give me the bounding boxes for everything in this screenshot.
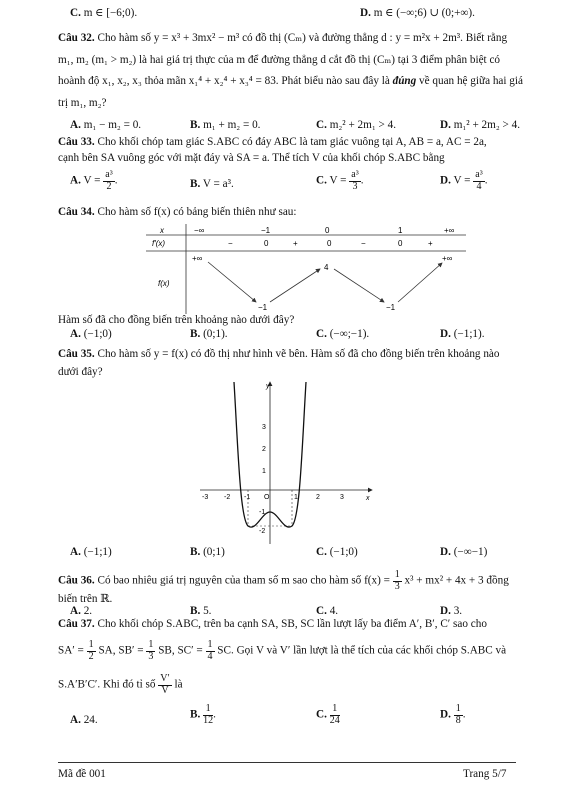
fraction [158,674,171,696]
text-span: là [174,678,183,691]
option-label: C. [316,119,327,131]
fraction [330,704,340,726]
numerator: 1 [455,703,461,714]
option-text: (−1;1). [453,328,485,340]
denominator: 2 [106,180,112,192]
text-span: SB, SC′ = [158,644,203,657]
q34-line1 [58,206,297,218]
prev-option-c [70,6,137,19]
q34-option-b[interactable] [190,328,228,340]
q32-option-a[interactable] [70,119,141,131]
x-tick: 1 [294,494,298,501]
option-text: m₁² + 2m₂ > 4. [453,119,521,131]
option-label: B. [190,178,201,190]
table-f-value: 4 [324,263,329,272]
q34-option-d[interactable] [440,328,485,340]
x-tick: -1 [244,494,251,501]
option-label: A. [70,174,81,187]
q32-line4: trị m₁, m₂? [58,97,107,109]
q37-line2 [58,640,506,662]
fraction [473,170,484,192]
option-text: 4. [329,605,339,617]
option-text: m₂² + 2m₁ > 4. [329,119,397,131]
q35-line2: dưới đây? [58,366,103,378]
q33-option-c[interactable] [316,170,364,192]
question-label: Câu 36. [58,574,95,587]
fraction [393,570,402,592]
fraction [454,704,463,726]
table-f-value: −1 [386,303,396,312]
emphasis: đúng [392,75,417,87]
option-text: m₁ + m₂ = 0. [203,119,261,131]
option-label: A. [70,714,81,726]
q36-option-b[interactable] [190,605,211,617]
option-label: B. [190,546,201,558]
table-x-value: −1 [261,226,271,235]
option-label: B. [190,605,201,617]
option-label: A. [70,605,81,617]
q37-line3 [58,674,183,696]
footer-divider [58,762,516,763]
fraction [87,640,96,662]
table-x-value: +∞ [444,226,455,235]
q34-option-c[interactable] [316,328,369,340]
option-prefix: V = a³ [202,178,231,190]
q32-option-c[interactable] [316,119,396,131]
question-label: Câu 33. [58,136,95,148]
question-text: Cho hàm số y = x³ + 3mx² − m³ có đồ thị (Cₘ) và đường thẳng d : y = m²x + 2m³. Biết rằng [97,32,508,44]
option-suffix: . [484,174,488,187]
denominator: 4 [476,180,482,192]
table-f-value: +∞ [192,254,203,263]
option-label: A. [70,328,81,340]
fraction [146,640,155,662]
function-graph [196,378,376,548]
x-tick: -2 [224,494,231,501]
q37-line1 [58,618,487,630]
x-tick: -3 [202,494,209,501]
q32-option-b[interactable] [190,119,260,131]
table-f-value: +∞ [442,254,453,263]
table-x-label: x [160,226,164,235]
increasing-arrow [398,263,442,302]
numerator: 1 [88,639,94,650]
q34-question: Hàm số đã cho đồng biến trên khoảng nào dưới đây? [58,314,295,326]
q33-option-d[interactable] [440,170,488,192]
option-text: (0;1). [203,328,228,340]
fraction [103,170,114,192]
q36-option-a[interactable] [70,605,92,617]
denominator: 3 [148,650,154,662]
question-label: Câu 37. [58,618,95,630]
option-label: D. [440,546,451,558]
decreasing-arrow [208,262,256,302]
q32-line3 [58,75,523,87]
option-text: (0;1) [203,546,225,558]
x-axis-label: x [366,495,370,502]
table-x-value: −∞ [194,226,205,235]
fraction [349,170,360,192]
option-label: C. [316,546,327,558]
text-span: SA′ = [58,644,84,657]
denominator: 3 [394,580,400,592]
footer-page-number: Trang 5/7 [463,768,507,780]
option-label: C. [316,174,327,187]
fraction [203,704,213,726]
decreasing-arrow [334,269,384,302]
denominator: 12 [203,714,214,726]
q35-option-c[interactable] [316,546,358,558]
numerator: 1 [207,639,213,650]
option-label: B. [190,708,201,721]
option-text: (−1;0) [83,328,112,340]
option-text: m ∈ [−6;0). [83,7,138,19]
numerator: a³ [351,169,359,180]
option-text: . [462,708,466,721]
option-text: (−1;1) [83,546,112,558]
text-span: về quan hệ giữa hai giá [416,75,523,87]
q36-option-d[interactable] [440,605,462,617]
denominator: 4 [207,650,213,662]
denominator: V [161,684,169,696]
q36-line1 [58,570,509,592]
question-label: Câu 35. [58,348,95,360]
q36-option-c[interactable] [316,605,338,617]
y-tick: 3 [262,424,266,431]
table-fp-value: 0 [327,239,332,248]
option-text: 3. [453,605,463,617]
y-tick: -2 [259,528,266,535]
denominator: 2 [88,650,94,662]
option-label: C. [316,605,327,617]
question-label: Câu 32. [58,32,95,44]
question-label: Câu 34. [58,206,95,218]
text-span: hoành độ x₁, x₂, x₃ thỏa mãn x₁⁴ + x₂⁴ + x₃⁴ = 83. Phát biểu nào sau đây là [58,75,393,87]
option-text: m₁ − m₂ = 0. [83,119,142,131]
question-text: Cho hàm số f(x) có bảng biến thiên như sau: [97,206,297,218]
text-span: SA, SB′ = [98,644,144,657]
table-x-value: 1 [398,226,403,235]
y-tick: 2 [262,446,266,453]
option-label: D. [360,7,371,19]
option-label: A. [70,546,81,558]
y-axis-label: y [266,383,270,390]
q32-line2: m₁, m₂ (m₁ > m₂) là hai giá trị thực của m để đường thẳng d cắt đồ thị (Cₘ) tại 3 điểm phân biệt có [58,54,501,66]
q35-option-b[interactable] [190,546,225,558]
y-tick: 1 [262,468,266,475]
option-text: (−1;0) [329,546,358,558]
question-text: Cho khối chóp tam giác S.ABC có đáy ABC là tam giác vuông tại A, AB = a, AC = 2a, [97,136,487,148]
option-label: D. [440,605,451,617]
option-text: 5. [203,605,212,617]
option-label: C. [70,7,81,19]
table-f-value: −1 [258,303,268,312]
q33-line2: cạnh bên SA vuông góc với mặt đáy và SA = a. Thể tích V của khối chóp S.ABC bằng [58,152,445,164]
x-tick: 3 [340,494,344,501]
option-label: D. [440,708,451,721]
numerator: 1 [148,639,154,650]
option-suffix: . [230,178,234,190]
option-label: B. [190,328,201,340]
q33-option-b[interactable] [190,178,234,190]
table-fp-value: − [361,239,366,248]
option-label: C. [316,328,327,340]
table-fp-value: + [428,239,433,248]
option-label: D. [440,119,451,131]
q37-option-b[interactable] [190,704,216,726]
option-label: C. [316,708,327,721]
q35-option-d[interactable] [440,546,487,558]
option-text: (−∞;−1). [329,328,370,340]
prev-option-d [360,6,475,19]
q35-option-a[interactable] [70,546,112,558]
q37-option-d[interactable] [440,704,465,726]
option-text: m ∈ (−∞;6) ∪ (0;+∞). [373,7,475,19]
table-fp-value: − [228,239,233,248]
option-suffix: . [360,174,364,187]
option-label: B. [190,119,201,131]
numerator: V′ [160,673,170,684]
q37-option-a[interactable] [70,714,98,726]
footer-exam-code: Mã đề 001 [58,768,106,780]
denominator: 8 [455,714,461,726]
table-fp-label: f′(x) [152,239,166,248]
origin-label: O [264,494,270,501]
option-text: 24. [83,714,98,726]
variation-table [146,224,466,314]
x-tick: 2 [316,494,320,501]
option-label: D. [440,174,451,187]
q33-option-a[interactable] [70,170,118,192]
question-text: Có bao nhiêu giá trị nguyên của tham số m sao cho hàm số f(x) = [97,574,390,587]
q32-line1 [58,31,507,44]
table-x-value: 0 [325,226,330,235]
denominator: 24 [329,714,340,726]
option-label: D. [440,328,451,340]
question-text: Cho hàm số y = f(x) có đồ thị như hình vẽ bên. Hàm số đã cho đồng biến trên khoảng nào [97,348,500,360]
option-prefix: V = [83,174,101,187]
numerator: 1 [394,569,400,580]
option-text: . [213,708,216,721]
y-tick: -1 [259,509,266,516]
q37-option-c[interactable] [316,704,340,726]
text-span: S.A′B′C′. Khi đó tỉ số [58,678,156,691]
question-text: x³ + mx² + 4x + 3 đồng [404,574,509,587]
text-span: SC. Gọi V và V′ lần lượt là thể tích của các khối chóp S.ABC và [217,644,507,657]
numerator: a³ [475,169,483,180]
question-text: Cho khối chóp S.ABC, trên ba cạnh SA, SB, SC lần lượt lấy ba điểm A′, B′, C′ sao cho [97,618,487,630]
table-f-label: f(x) [158,279,170,288]
table-fp-value: + [293,239,298,248]
table-fp-value: 0 [398,239,403,248]
option-label: A. [70,119,81,131]
q35-line1 [58,348,499,360]
numerator: a³ [105,169,113,180]
option-prefix: V = [453,174,471,187]
q36-line2: biến trên ℝ. [58,593,113,605]
increasing-arrow [270,269,320,302]
table-fp-value: 0 [264,239,269,248]
option-suffix: . [114,174,118,187]
option-text: (−∞−1) [453,546,488,558]
option-prefix: V = [329,174,347,187]
numerator: 1 [203,704,213,716]
fraction [206,640,215,662]
option-text: 2. [83,605,93,617]
denominator: 3 [352,180,358,192]
q33-line1 [58,136,487,148]
q34-option-a[interactable] [70,328,112,340]
q32-option-d[interactable] [440,119,520,131]
numerator: 1 [330,704,340,716]
